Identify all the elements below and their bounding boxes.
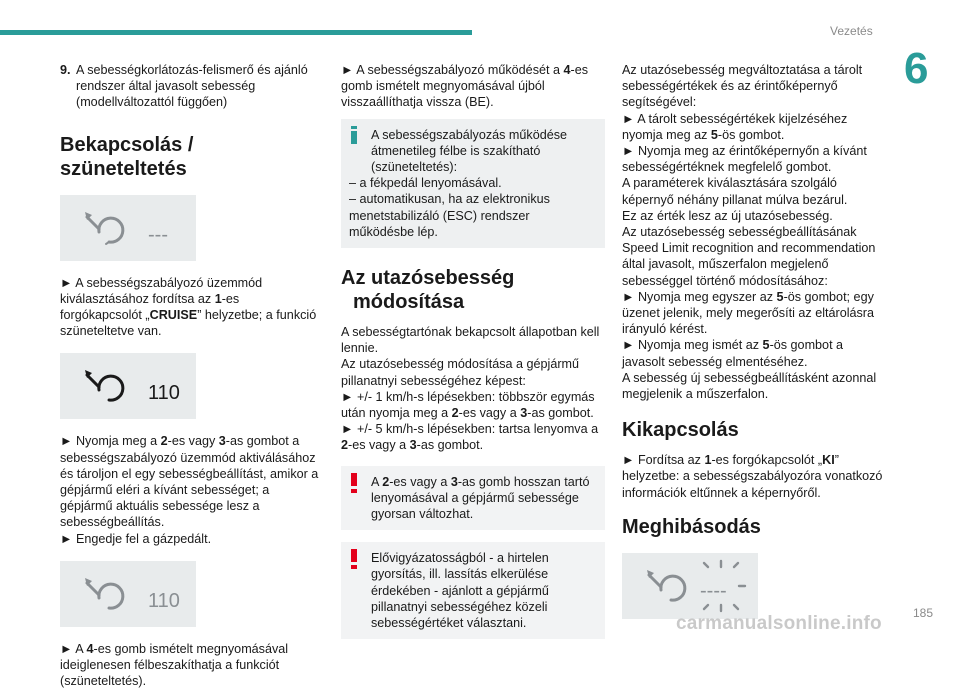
warning-note (341, 466, 605, 531)
heading-change-speed: Az utazósebesség módosítása (341, 267, 515, 314)
display-value: ---- (700, 579, 727, 602)
paragraph-cruise-select: ► A sebességszabályozó üzemmód kiválasztásához fordítsa az 1-es forgókapcsolót „CRUISE” helyzetbe; a funkció szüneteltetve van. (60, 275, 317, 339)
column-2 (341, 62, 605, 639)
warning-note-text: Elővigyázatosságból - a hirtelen gyorsítás, ill. lassítás elkerülése érdekében - ajánlott a gépjármű pillanatnyi sebességéhez közeli sebességértéket választani. (371, 551, 549, 631)
paragraph-activate: ► Nyomja meg a 2-es vagy 3-as gombot a sebességszabályozó üzemmód aktiválásához és tároljon el egy sebességbeállítást, amikor a gépjármű eléri a kívánt sebességet; a gépjármű aktuális sebessége lesz a sebességbeállítás. (60, 434, 319, 530)
paragraph-press-once: ► Nyomja meg egyszer az 5-ös gombot; egy üzenet jelenik, mely megerősíti az eltárolásra irányuló kérést. (622, 289, 874, 337)
info-note-item: – a fékpedál lenyomásával. (349, 176, 502, 191)
paragraph-resume: ► A sebességszabályozó működését a 4-es gomb ismételt megnyomásával újból visszaállíthatja vissza (BE). (341, 63, 589, 110)
paragraph-show-stored: ► A tárolt sebességértékek kijelzéséhez nyomja meg az 5-ös gombot. (622, 111, 848, 142)
speed-limiter-icon (60, 195, 196, 261)
chapter-number: 6 (904, 44, 929, 93)
info-note-text: A sebességszabályozás működése átmenetileg félbe is szakítható (szüneteltetés): (371, 127, 568, 175)
heading-deactivation: Kikapcsolás (622, 419, 739, 442)
display-illustration-fault (622, 553, 758, 619)
column-1 (60, 62, 324, 689)
paragraph-speed-limit-recognition: Az utazósebesség sebességbeállításának Speed Limit recognition and recommendation által javasolt, műszerfalon megjelenő sebességgel történő módosításához: (622, 225, 876, 288)
column-3 (622, 62, 886, 619)
paragraph-switch-off: ► Fordítsa az 1-es forgókapcsolót „KI” helyzetbe: a sebességszabályozóra vonatkozó információk eltűnnek a képernyőről. (622, 453, 883, 500)
paragraph-instant-display: A sebesség új sebességbeállításként azonnal megjelenik a műszerfalon. (622, 370, 877, 402)
paragraph-press-button: ► Nyomja meg az érintőképernyőn a kívánt sebességértéknek megfelelő gombot. (622, 144, 867, 175)
display-illustration-standby (60, 195, 196, 261)
warning-note-text: A 2-es vagy a 3-as gomb hosszan tartó lenyomásával a gépjármű sebessége gyorsan változhat. (371, 474, 590, 522)
speed-limiter-fault-icon (622, 553, 758, 619)
list-item-text: A sebességkorlátozás-felismerő és ajánló rendszer által javasolt sebesség (modellváltozattól függően) (76, 63, 308, 110)
paragraph-pause: ► A 4-es gomb ismételt megnyomásával ideiglenesen félbeszakíthatja a funkciót (szüneteltetés). (60, 641, 289, 689)
warning-icon (349, 473, 359, 493)
paragraph-screen-closes: A paraméterek kiválasztására szolgáló képernyő néhány pillanat múlva bezárul. (622, 176, 848, 207)
list-item-9 (60, 62, 324, 111)
paragraph-step-5kmh: ► +/- 5 km/h-s lépésekben: tartsa lenyomva a 2-es vagy a 3-as gombot. (341, 422, 599, 453)
info-note (341, 119, 605, 248)
speed-limiter-icon (60, 561, 196, 627)
warning-icon (349, 549, 359, 569)
info-note-item: – automatikusan, ha az elektronikus menetstabilizáló (ESC) rendszer működésbe lép. (349, 192, 550, 239)
list-item-number: 9. (60, 63, 71, 77)
section-label: Vezetés (830, 24, 873, 38)
heading-malfunction: Meghibásodás (622, 515, 761, 538)
page-number: 185 (913, 606, 934, 620)
paragraph-step-1kmh: ► +/- 1 km/h-s lépésekben: többször egymás után nyomja meg a 2-es vagy a 3-as gombot. (341, 389, 595, 421)
display-value: 110 (148, 589, 180, 612)
paragraph-release-pedal: ► Engedje fel a gázpedált. (60, 531, 212, 546)
info-icon (349, 126, 359, 144)
paragraph-press-again: ► Nyomja meg ismét az 5-ös gombot a javasolt sebesség elmentéséhez. (622, 338, 844, 369)
display-illustration-active (60, 353, 196, 419)
warning-note (341, 542, 605, 639)
display-illustration-paused (60, 561, 196, 627)
paragraph-change-intro: Az utazósebesség módosítása a gépjármű pillanatnyi sebességéhez képest: (341, 357, 580, 388)
paragraph-touchscreen-intro: Az utazósebesség megváltoztatása a tárolt sebességértékek és az érintőképernyő segítségével: (622, 63, 863, 110)
display-value: --- (148, 223, 168, 246)
paragraph-new-speed: Ez az érték lesz az új utazósebesség. (622, 208, 833, 223)
speed-limiter-icon (60, 353, 196, 419)
heading-activation: Bekapcsolás / szüneteltetés (60, 133, 194, 180)
display-value: 110 (148, 382, 180, 405)
watermark: carmanualsonline.info (676, 613, 882, 634)
paragraph-prerequisite: A sebességtartónak bekapcsolt állapotban kell lennie. (341, 325, 600, 356)
header-accent-bar (0, 30, 472, 35)
